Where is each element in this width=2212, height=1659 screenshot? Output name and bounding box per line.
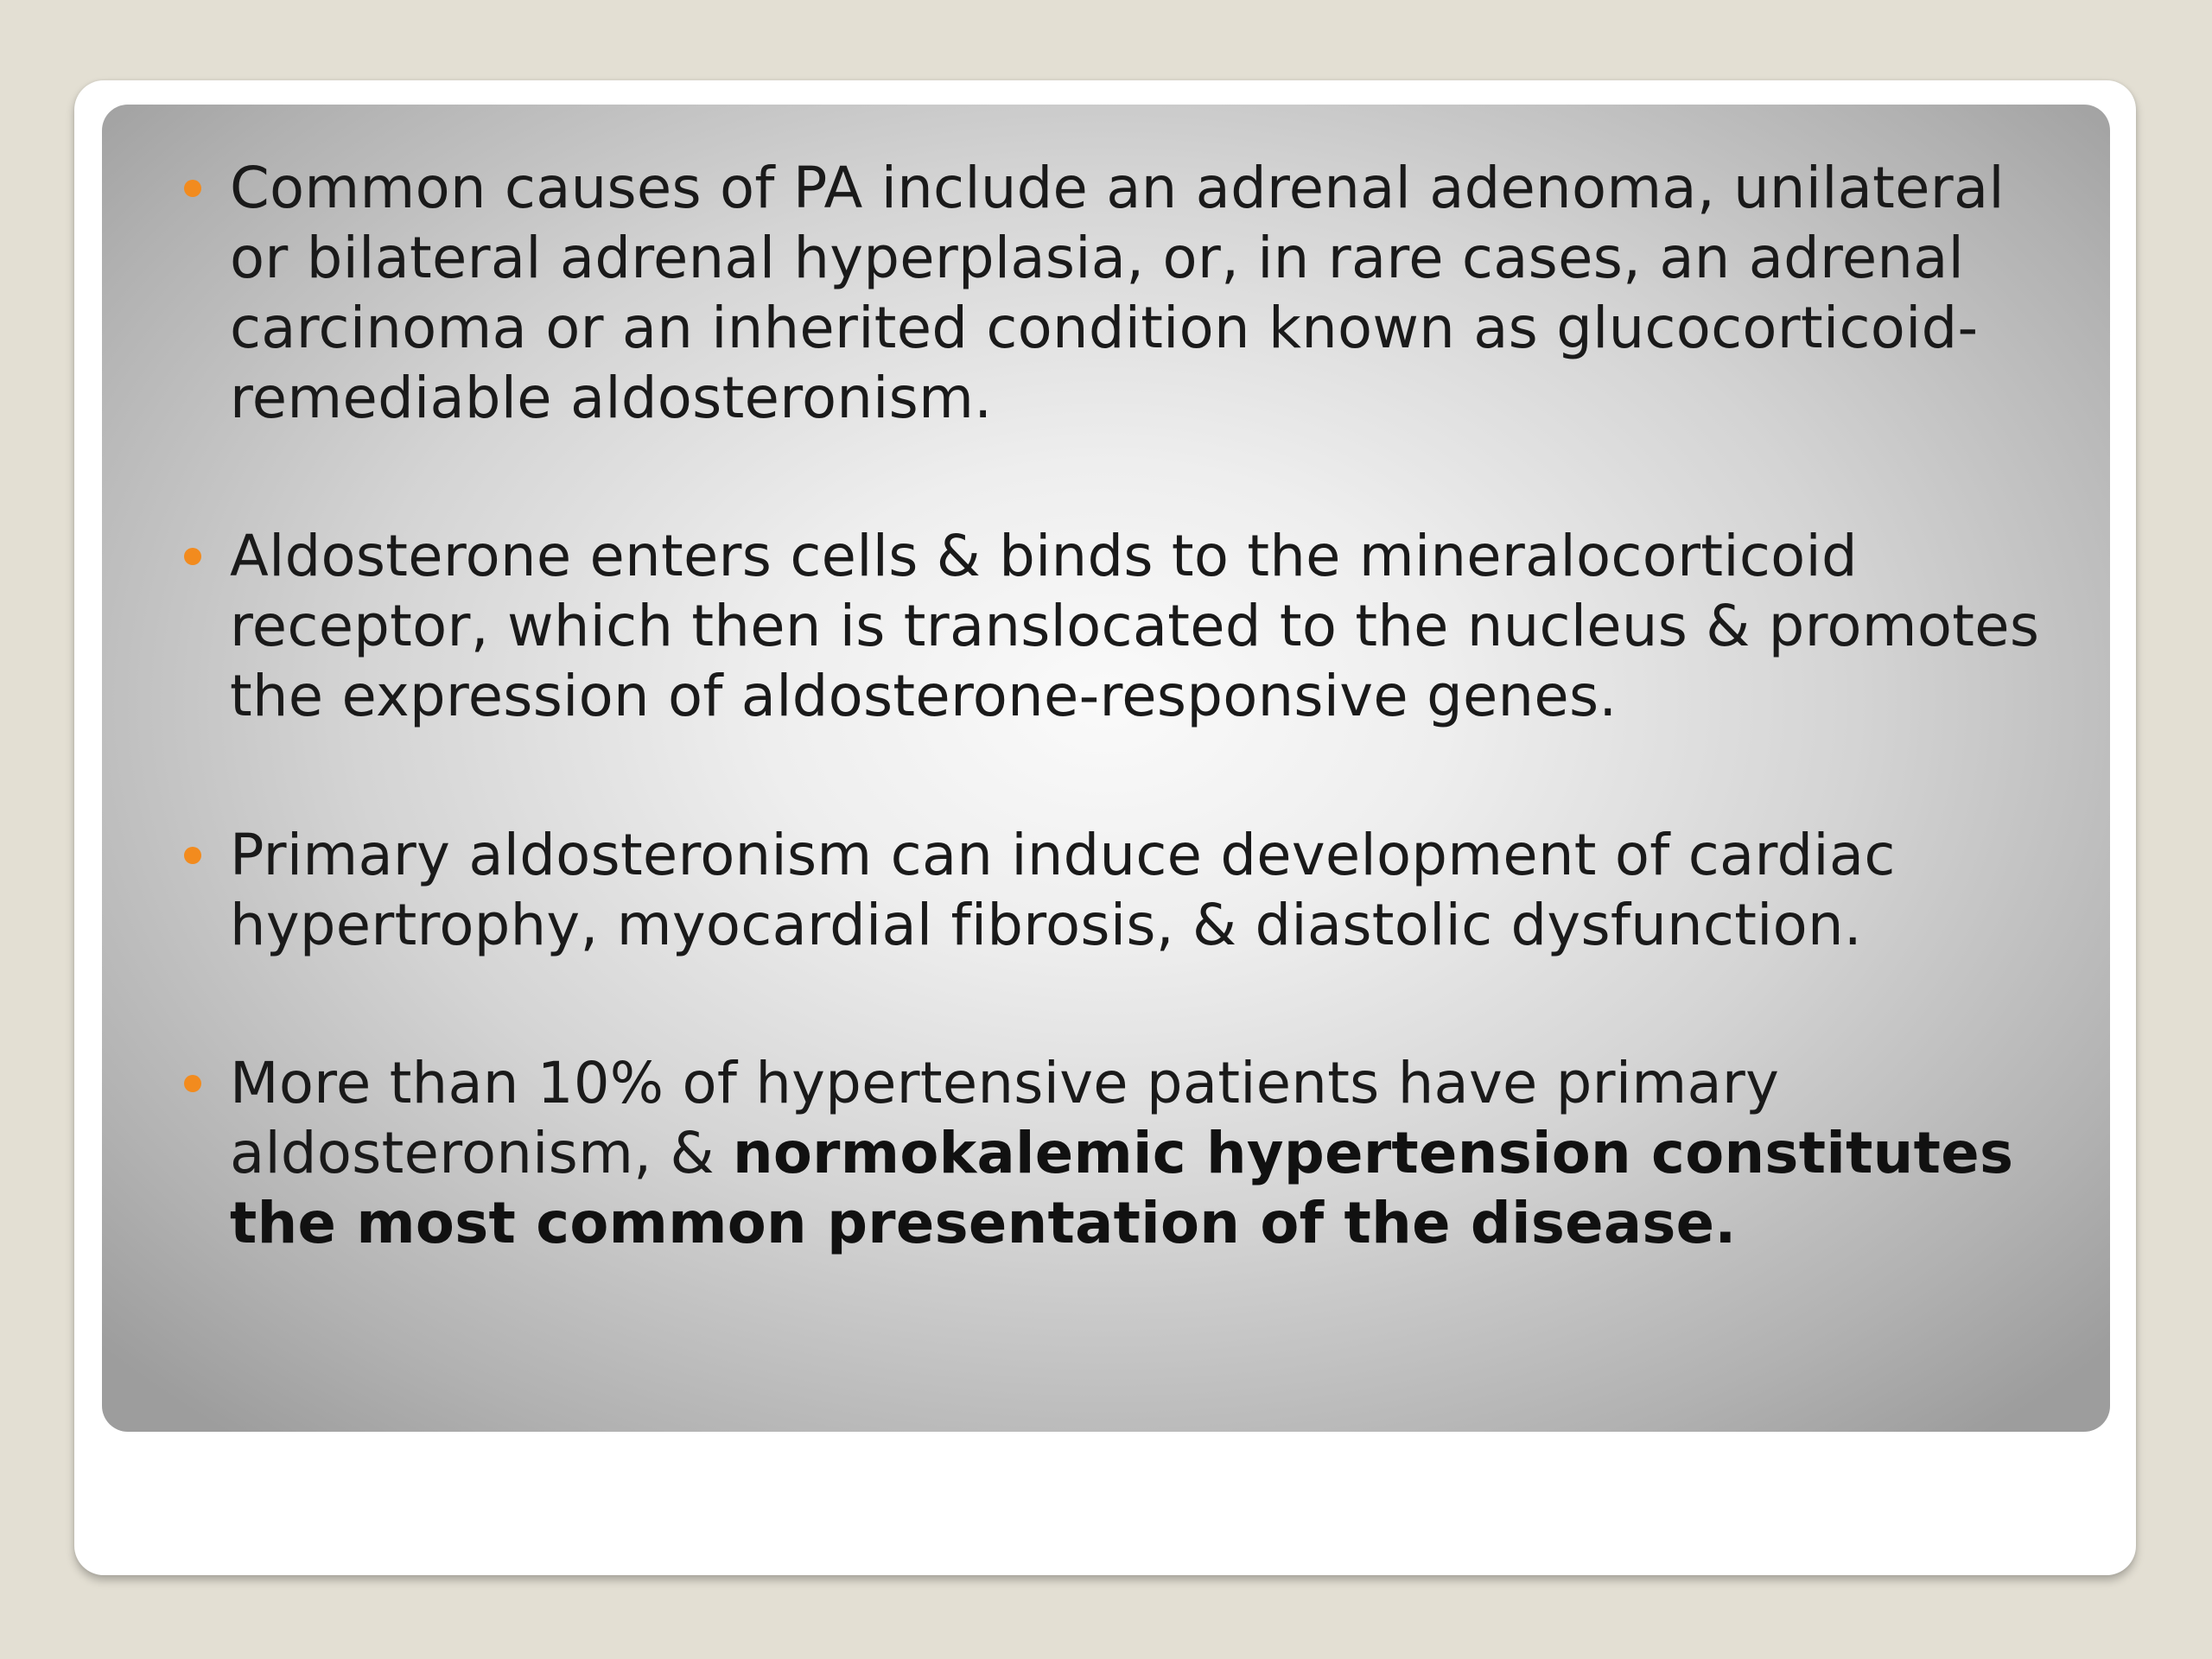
bullet-list: [102, 105, 2110, 1432]
bullet-line: Aldosterone enters cells & binds to the mineralocorticoid: [230, 524, 1858, 589]
bullet-dot-icon: [184, 548, 201, 565]
bullet-line: Primary aldosteronism can induce development of cardiac: [230, 823, 1896, 888]
bullet-line: or bilateral adrenal hyperplasia, or, in rare cases, an adrenal: [230, 226, 1965, 291]
bullet-bold-text: the most common presentation of the disease.: [230, 1191, 1737, 1256]
bullet-line: carcinoma or an inherited condition known as glucocorticoid-: [230, 296, 1979, 361]
bullet-line: the expression of aldosterone-responsive genes.: [230, 664, 1618, 729]
bullet-bold-text: normokalemic hypertension constitutes: [732, 1121, 2014, 1186]
bullet-line: hypertrophy, myocardial fibrosis, & diastolic dysfunction.: [230, 893, 1862, 958]
bullet-item-prevalence: [230, 1049, 2165, 1259]
bullet-dot-icon: [184, 847, 201, 864]
bullet-dot-icon: [184, 180, 201, 197]
bullet-line: More than 10% of hypertensive patients have primary: [230, 1051, 1780, 1116]
bullet-line: receptor, which then is translocated to the nucleus & promotes: [230, 594, 2040, 659]
bullet-line: Common causes of PA include an adrenal adenoma, unilateral: [230, 156, 2005, 221]
bullet-line: aldosteronism, &: [230, 1121, 733, 1186]
bullet-line: remediable aldosteronism.: [230, 365, 993, 431]
bullet-item-mechanism: [230, 522, 2165, 732]
bullet-item-effects: [230, 821, 2165, 961]
bullet-dot-icon: [184, 1075, 201, 1092]
content-panel: [102, 105, 2110, 1432]
bullet-item-causes: [230, 154, 2165, 434]
